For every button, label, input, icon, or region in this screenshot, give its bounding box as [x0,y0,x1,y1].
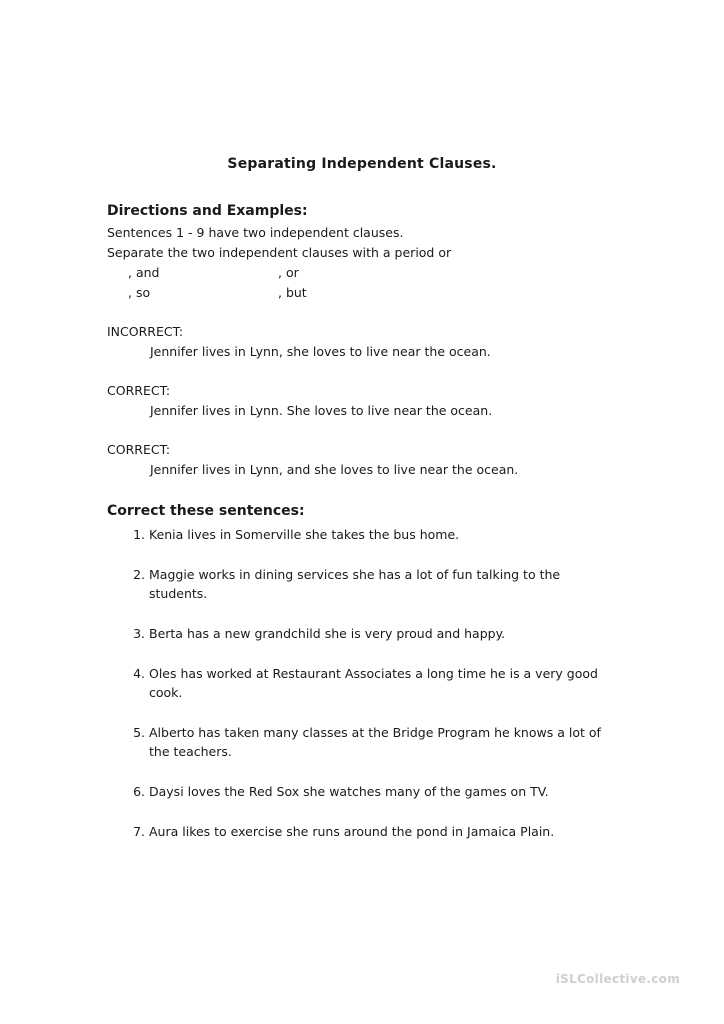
exercise-item [127,664,607,702]
exercise-heading: Correct these sentences: [107,503,305,519]
option-so: , so [128,285,151,300]
page-title: Separating Independent Clauses. [227,156,497,172]
exercise-item [127,723,617,761]
item-number: 7. [133,824,145,839]
item-number: 2. [133,567,145,582]
directions-line-2: Separate the two independent clauses with a period or [107,245,452,260]
exercise-item [127,624,627,643]
exercise-item [127,822,627,841]
exercise-item [127,525,627,544]
directions-line-1: Sentences 1 - 9 have two independent clauses. [107,225,404,240]
item-text: Berta has a new grandchild she is very proud and happy. [149,626,506,641]
item-number: 5. [133,725,145,740]
directions-heading: Directions and Examples: [107,203,308,219]
item-text: Aura likes to exercise she runs around the pond in Jamaica Plain. [149,824,555,839]
item-text: Daysi loves the Red Sox she watches many of the games on TV. [149,784,549,799]
item-text: Kenia lives in Somerville she takes the bus home. [149,527,460,542]
option-and: , and [128,265,160,280]
option-but: , but [278,285,307,300]
exercise-item [127,565,607,603]
item-number: 3. [133,626,145,641]
exercise-item [127,782,627,801]
example-sentence-incorrect: Jennifer lives in Lynn, she loves to live near the ocean. [150,344,491,359]
example-label-incorrect: INCORRECT: [107,324,184,339]
site-watermark: iSLCollective.com [555,972,680,986]
item-number: 4. [133,666,145,681]
example-label-correct-2: CORRECT: [107,442,171,457]
item-number: 1. [133,527,145,542]
example-sentence-correct-1: Jennifer lives in Lynn. She loves to live near the ocean. [150,403,493,418]
option-or: , or [278,265,299,280]
item-text: Alberto has taken many classes at the Bridge Program he knows a lot of the teachers. [149,725,601,759]
item-number: 6. [133,784,145,799]
item-text: Oles has worked at Restaurant Associates a long time he is a very good cook. [149,666,598,700]
example-sentence-correct-2: Jennifer lives in Lynn, and she loves to live near the ocean. [150,462,519,477]
example-label-correct-1: CORRECT: [107,383,171,398]
item-text: Maggie works in dining services she has a lot of fun talking to the students. [149,567,561,601]
